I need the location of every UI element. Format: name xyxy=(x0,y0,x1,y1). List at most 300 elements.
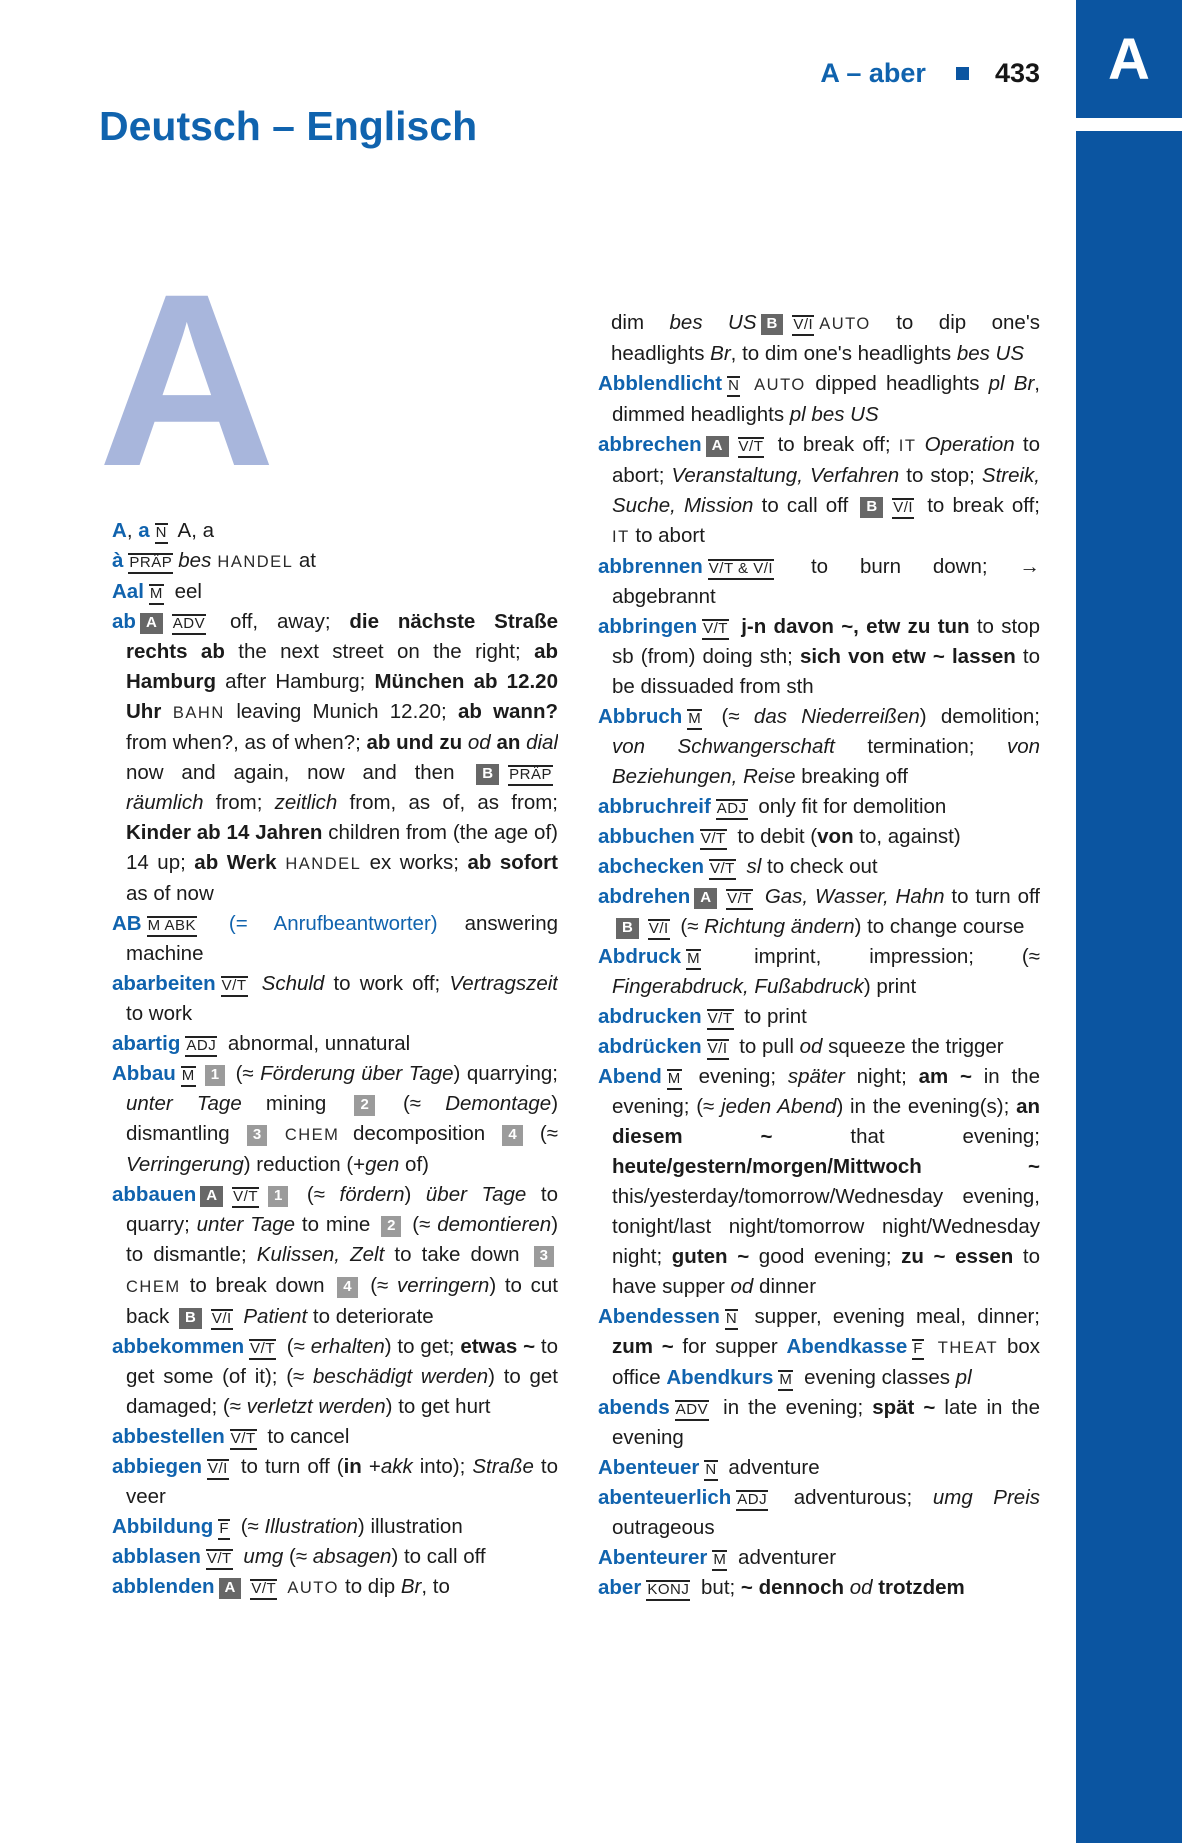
sense-number: 4 xyxy=(502,1125,522,1146)
italic-run: jeden Abend xyxy=(721,1095,837,1118)
page-number: 433 xyxy=(994,58,1040,88)
italic-run: Demontage xyxy=(445,1092,552,1115)
headword: abbrennen xyxy=(598,555,703,578)
italic-run: bes xyxy=(178,549,212,572)
italic-run: absagen xyxy=(312,1545,392,1568)
text-run: from; xyxy=(203,791,275,814)
text-run: abnormal, unnatural xyxy=(222,1032,411,1055)
italic-run: od xyxy=(849,1576,873,1599)
italic-run: od xyxy=(799,1035,823,1058)
thumb-tab-letter: A xyxy=(1108,26,1150,92)
italic-run: pl bes US xyxy=(789,403,879,426)
entry xyxy=(598,1483,1040,1543)
bold-run: in xyxy=(343,1455,362,1478)
text-run: outrageous xyxy=(612,1516,715,1539)
sense-letter: A xyxy=(694,888,717,909)
text-run: to turn off ( xyxy=(233,1455,344,1478)
entry xyxy=(598,430,1040,552)
text-run: adventure xyxy=(722,1456,820,1479)
text-run: ) demolition; xyxy=(919,705,1040,728)
sense-number: 3 xyxy=(247,1125,267,1146)
grammar-label: KONJ xyxy=(646,1580,690,1601)
text-run: that evening; xyxy=(772,1125,1040,1148)
headword: abbrechen xyxy=(598,433,702,456)
bold-run: ab Werk xyxy=(194,851,277,874)
text-run: to stop; xyxy=(899,464,982,487)
entry xyxy=(598,1393,1040,1453)
thumb-index-tab xyxy=(1076,0,1182,118)
entry xyxy=(598,1002,1040,1032)
grammar-label: N xyxy=(704,1460,717,1481)
italic-run: umg xyxy=(237,1545,284,1568)
grammar-label: V/I xyxy=(648,919,670,940)
headword: Abendkasse xyxy=(786,1335,908,1358)
bold-run: sich von etw ~ lassen xyxy=(799,645,1016,668)
entry xyxy=(598,1453,1040,1483)
italic-run: Richtung ändern xyxy=(704,915,855,938)
entry xyxy=(598,1573,1040,1603)
grammar-label: M xyxy=(686,949,701,970)
italic-run: Veranstaltung, Verfahren xyxy=(671,464,900,487)
italic-run: pl xyxy=(955,1366,972,1389)
text-run: to deteriorate xyxy=(307,1305,434,1328)
entry xyxy=(112,546,558,577)
italic-run: demontieren xyxy=(437,1213,552,1236)
field-label: CHEM xyxy=(271,1126,353,1144)
bold-run: spät ~ xyxy=(872,1396,936,1419)
italic-run: Gas, Wasser, Hahn xyxy=(757,885,945,908)
headword: abbestellen xyxy=(112,1425,225,1448)
text-run: to have supper xyxy=(612,1245,1040,1298)
headword: Abbau xyxy=(112,1062,176,1085)
grammar-label: V/T xyxy=(707,1009,734,1030)
text-run: in the evening; (≈ xyxy=(612,1065,1040,1118)
text-run: squeeze the trigger xyxy=(822,1035,1004,1058)
headword: Abbildung xyxy=(112,1515,214,1538)
grammar-label: V/T xyxy=(250,1579,277,1600)
text-run: ) dismantling xyxy=(126,1092,558,1145)
text-run: breaking off xyxy=(795,765,908,788)
text-run: (≈ xyxy=(378,1092,446,1115)
square-bullet-icon xyxy=(956,67,969,80)
text-run: the next street on the right; xyxy=(224,640,535,663)
text-run: to work off; xyxy=(324,972,450,995)
text-run: termination; xyxy=(834,735,1007,758)
italic-run: beschädigt werden xyxy=(313,1365,489,1388)
headword: Abendkurs xyxy=(666,1366,774,1389)
grammar-label: M xyxy=(778,1370,793,1391)
text-run: to veer xyxy=(126,1455,558,1508)
headword: Abblendlicht xyxy=(598,372,723,395)
grammar-label: V/T xyxy=(249,1339,276,1360)
text-run: to check out xyxy=(761,855,878,878)
bold-run: guten ~ xyxy=(671,1245,750,1268)
bold-run: zu ~ essen xyxy=(901,1245,1014,1268)
grammar-label: V/I xyxy=(211,1309,233,1330)
bold-run: j-n davon ~, etw zu tun xyxy=(733,615,970,638)
entry xyxy=(112,1029,558,1059)
sense-number: 3 xyxy=(534,1246,554,1267)
text-run: to mine xyxy=(295,1213,378,1236)
italic-run: dial xyxy=(526,731,558,754)
grammar-label: M xyxy=(687,709,702,730)
text-run: to print xyxy=(738,1005,807,1028)
text-run: to stop sb (from) doing sth; xyxy=(612,615,1040,668)
headword: abchecken xyxy=(598,855,704,878)
grammar-label: F xyxy=(912,1339,924,1360)
headword: Aal xyxy=(112,580,144,603)
text-run: into); xyxy=(412,1455,473,1478)
sense-letter: A xyxy=(200,1186,223,1207)
grammar-label: ADJ xyxy=(736,1490,768,1511)
bold-run: Kinder ab 14 Jahren xyxy=(126,821,323,844)
entry xyxy=(598,852,1040,882)
field-label: HANDEL xyxy=(211,553,299,571)
italic-run: Kulissen, Zelt xyxy=(256,1243,385,1266)
text-run: to work xyxy=(126,1002,193,1025)
grammar-label: F xyxy=(218,1519,230,1540)
italic-run: unter Tage xyxy=(196,1213,296,1236)
headword: A xyxy=(112,519,127,542)
italic-run: bes US xyxy=(669,311,757,334)
text-run: ex works; xyxy=(369,851,468,874)
italic-run: Fingerabdruck, Fußabdruck xyxy=(612,975,864,998)
left-column xyxy=(112,516,558,1716)
italic-run: das Niederreißen xyxy=(753,705,920,728)
bold-run: zum ~ xyxy=(612,1335,674,1358)
headword: abdrehen xyxy=(598,885,691,908)
text-run: ) to dismantle; xyxy=(126,1213,558,1266)
field-label: IT xyxy=(898,437,917,455)
text-run: to be dissuaded from sth xyxy=(612,645,1040,698)
grammar-label: V/T xyxy=(700,829,727,850)
entry xyxy=(598,822,1040,852)
entry xyxy=(598,1302,1040,1393)
grammar-label: ADV xyxy=(172,614,206,635)
italic-run: von Beziehungen, Reise xyxy=(612,735,1040,788)
text-run: (≈ xyxy=(707,705,754,728)
bold-run: ab und zu xyxy=(366,731,463,754)
entry xyxy=(112,577,558,607)
entry xyxy=(598,1032,1040,1062)
italic-run: unter Tage xyxy=(126,1092,242,1115)
text-run: , xyxy=(126,519,139,542)
grammar-label: N xyxy=(155,523,168,544)
text-run: imprint, impression; (≈ xyxy=(706,945,1040,968)
text-run: evening; xyxy=(686,1065,788,1088)
sense-number: 2 xyxy=(354,1095,374,1116)
text-run: (≈ xyxy=(526,1122,558,1145)
guide-words: A – aber xyxy=(820,58,926,88)
grammar-label: V/I xyxy=(207,1459,229,1480)
text-run: (≈ xyxy=(292,1183,340,1206)
field-label: BAHN xyxy=(161,704,237,722)
abbreviation-expansion: (= Anrufbeantworter) xyxy=(228,912,438,935)
headword: abblasen xyxy=(112,1545,201,1568)
text-run: ) quarrying; xyxy=(453,1062,558,1085)
entry xyxy=(112,1059,558,1180)
text-run xyxy=(202,912,229,935)
entry xyxy=(598,369,1040,430)
entry xyxy=(598,792,1040,822)
text-run: evening classes xyxy=(798,1366,956,1389)
text-run: ) print xyxy=(863,975,917,998)
entry xyxy=(112,1422,558,1452)
text-run: but; xyxy=(695,1576,741,1599)
text-run: from, as of, as from; xyxy=(337,791,558,814)
headword: abartig xyxy=(112,1032,181,1055)
field-label: CHEM xyxy=(126,1278,190,1296)
headword: Abdruck xyxy=(598,945,682,968)
italic-run: Patient xyxy=(237,1305,308,1328)
bold-run: die nächste Straße rechts ab xyxy=(126,610,558,663)
text-run: ) xyxy=(404,1183,426,1206)
sense-number: 2 xyxy=(381,1216,401,1237)
grammar-label: V/T xyxy=(726,889,753,910)
text-run: , to dim one's headlights xyxy=(730,342,957,365)
text-run: in the evening; xyxy=(714,1396,873,1419)
entry xyxy=(112,516,558,546)
headword: Abenteurer xyxy=(598,1546,708,1569)
text-run: dinner xyxy=(753,1275,817,1298)
text-run: to turn off xyxy=(944,885,1040,908)
text-run: as of now xyxy=(126,882,214,905)
entry xyxy=(112,607,558,909)
text-run: adventurous; xyxy=(773,1486,933,1509)
italic-run: verletzt werden xyxy=(246,1395,386,1418)
text-run: late in the evening xyxy=(612,1396,1040,1449)
bold-run: trotzdem xyxy=(878,1576,965,1599)
entry xyxy=(112,1180,558,1332)
bold-run: an xyxy=(496,731,521,754)
italic-run: räumlich xyxy=(126,791,204,814)
headword: Abendessen xyxy=(598,1305,720,1328)
grammar-label: V/T xyxy=(206,1549,233,1570)
grammar-label: ADV xyxy=(675,1400,709,1421)
text-run: for supper xyxy=(673,1335,787,1358)
text-run: , to xyxy=(421,1575,450,1598)
bold-run: München ab 12.20 Uhr xyxy=(126,670,558,723)
sense-number: 1 xyxy=(268,1186,288,1207)
italic-run: od xyxy=(730,1275,754,1298)
thumb-index-strip xyxy=(1076,131,1182,1843)
entry xyxy=(598,1543,1040,1573)
watermark-letter: A xyxy=(98,243,276,518)
grammar-label: PRÄP xyxy=(128,553,173,574)
text-run: only fit for demolition xyxy=(752,795,947,818)
grammar-label: V/T xyxy=(738,437,765,458)
grammar-label: V/T xyxy=(702,619,729,640)
entry xyxy=(112,909,558,969)
text-run: to abort; xyxy=(612,433,1040,487)
text-run: good evening; xyxy=(749,1245,902,1268)
headword: Abbruch xyxy=(598,705,683,728)
text-run: ) in the evening(s); xyxy=(836,1095,1017,1118)
italic-run: Br xyxy=(400,1575,422,1598)
entry xyxy=(112,1542,558,1572)
text-run: + xyxy=(361,1455,381,1478)
italic-run: über Tage xyxy=(425,1183,527,1206)
text-run: decomposition xyxy=(352,1122,499,1145)
grammar-label: ADJ xyxy=(185,1036,217,1057)
text-run: to dip xyxy=(345,1575,401,1598)
text-run: this/yesterday/tomorrow/Wednesday evening, tonight/last night/tomorrow night/Wednesday night; xyxy=(612,1185,1040,1268)
grammar-label: M xyxy=(149,584,164,605)
bold-run: ~ dennoch xyxy=(740,1576,845,1599)
entry xyxy=(112,1452,558,1512)
sense-letter: A xyxy=(140,613,163,634)
headword: abbekommen xyxy=(112,1335,245,1358)
sense-letter: B xyxy=(476,764,499,785)
italic-run: erhalten xyxy=(310,1335,385,1358)
grammar-label: V/T xyxy=(221,976,248,997)
italic-run: Schuld xyxy=(252,972,325,995)
text-run: dipped headlights xyxy=(815,372,989,395)
grammar-label: N xyxy=(725,1309,738,1330)
headword: ab xyxy=(112,610,136,633)
headword: abenteuerlich xyxy=(598,1486,732,1509)
text-run: to break off; xyxy=(919,494,1040,517)
field-label: IT xyxy=(612,528,630,546)
text-run: (≈ xyxy=(283,1545,313,1568)
text-run: from when?, as of when?; xyxy=(126,731,367,754)
field-label: AUTO xyxy=(819,315,871,333)
text-run: ) to call off xyxy=(391,1545,486,1568)
italic-run: Straße xyxy=(472,1455,534,1478)
text-run: after Hamburg; xyxy=(215,670,375,693)
sense-letter: A xyxy=(219,1578,242,1599)
right-column xyxy=(598,308,1040,1724)
text-run: to abort xyxy=(629,524,705,547)
text-run: at xyxy=(298,549,316,572)
bold-run: von xyxy=(817,825,854,848)
text-run: of) xyxy=(399,1153,429,1176)
field-label: THEAT xyxy=(928,1339,1007,1357)
text-run: ) reduction (+ xyxy=(243,1153,366,1176)
text-run: to debit ( xyxy=(731,825,818,848)
text-run: ) to get damaged; (≈ xyxy=(126,1365,558,1418)
text-run: children from (the age of) 14 up; xyxy=(126,821,558,874)
grammar-label: V/I xyxy=(892,498,914,519)
grammar-label: M xyxy=(667,1069,682,1090)
text-run: mining xyxy=(241,1092,351,1115)
entry xyxy=(112,1572,558,1603)
headword: abdrucken xyxy=(598,1005,702,1028)
headword: abdrücken xyxy=(598,1035,702,1058)
italic-run: von Schwangerschaft xyxy=(612,735,835,758)
text-run: (≈ xyxy=(405,1213,438,1236)
headword: abbuchen xyxy=(598,825,695,848)
text-run: night; xyxy=(844,1065,919,1088)
entry xyxy=(112,1512,558,1542)
text-run: adventurer xyxy=(732,1546,837,1569)
sense-number: 1 xyxy=(205,1065,225,1086)
text-run: ) to cut back xyxy=(126,1274,558,1328)
italic-run: später xyxy=(787,1065,845,1088)
bold-run: ab sofort xyxy=(467,851,558,874)
grammar-label: V/I xyxy=(792,315,814,336)
text-run: to burn down; → abgebrannt xyxy=(612,555,1040,608)
text-run: dim xyxy=(611,311,670,334)
headword: abbruchreif xyxy=(598,795,711,818)
text-run: to dip one's headlights xyxy=(611,311,1040,365)
text-run: (≈ xyxy=(361,1274,398,1297)
italic-run: akk xyxy=(380,1455,413,1478)
text-run: (≈ xyxy=(281,1335,311,1358)
text-run: to take down xyxy=(384,1243,530,1266)
italic-run: Illustration xyxy=(264,1515,358,1538)
bold-run: etwas ~ xyxy=(460,1335,536,1358)
page-title: Deutsch – Englisch xyxy=(99,103,478,149)
text-run: (≈ xyxy=(674,915,705,938)
grammar-label: V/T xyxy=(709,859,736,880)
entry xyxy=(598,702,1040,792)
italic-run: pl Br xyxy=(988,372,1035,395)
entry xyxy=(598,942,1040,1002)
headword: AB xyxy=(112,912,142,935)
grammar-label: V/I xyxy=(707,1039,729,1060)
text-run: to quarry; xyxy=(126,1183,558,1236)
headword: abends xyxy=(598,1396,670,1419)
grammar-label: ADJ xyxy=(716,799,748,820)
entry xyxy=(598,1062,1040,1302)
entry xyxy=(598,612,1040,702)
text-run: ) to get hurt xyxy=(385,1395,491,1418)
field-label: HANDEL xyxy=(276,855,370,873)
headword: abbauen xyxy=(112,1183,197,1206)
page-header xyxy=(0,56,1040,90)
italic-run: Vertragszeit xyxy=(449,972,558,995)
headword: Abenteuer xyxy=(598,1456,700,1479)
entry xyxy=(112,1332,558,1422)
text-run: ) to change course xyxy=(854,915,1025,938)
text-run: eel xyxy=(168,580,202,603)
sense-letter: A xyxy=(706,436,729,457)
headword: abbringen xyxy=(598,615,698,638)
field-label: AUTO xyxy=(745,376,816,394)
italic-run: Verringerung xyxy=(126,1153,244,1176)
italic-run: verringern xyxy=(397,1274,490,1297)
entry xyxy=(598,552,1040,612)
grammar-label: PRÄP xyxy=(508,765,553,786)
bold-run: an diesem ~ xyxy=(612,1095,1040,1148)
italic-run: Förderung über Tage xyxy=(260,1062,454,1085)
text-run: supper, evening meal, dinner; xyxy=(743,1305,1040,1328)
italic-run: Streik, Suche, Mission xyxy=(612,464,1040,517)
text-run: to cancel xyxy=(261,1425,350,1448)
sense-letter: B xyxy=(860,497,883,518)
text-run: (≈ xyxy=(229,1062,261,1085)
headword: abbiegen xyxy=(112,1455,202,1478)
grammar-label: V/T xyxy=(232,1187,259,1208)
text-run: to break off; xyxy=(769,433,899,456)
text-run: (≈ xyxy=(235,1515,265,1538)
italic-run: bes US xyxy=(956,342,1025,365)
text-run: to break down xyxy=(189,1274,334,1297)
grammar-label: M xyxy=(712,1550,727,1571)
italic-run: zeitlich xyxy=(274,791,338,814)
text-run: answering machine xyxy=(126,912,558,965)
text-run: now and again, now and then xyxy=(126,761,473,784)
text-run: , dimmed headlights xyxy=(612,372,1040,426)
italic-run: gen xyxy=(365,1153,400,1176)
grammar-label: V/T xyxy=(230,1429,257,1450)
italic-run: sl xyxy=(740,855,762,878)
headword: Abend xyxy=(598,1065,662,1088)
text-run: off, away; xyxy=(211,610,350,633)
entry-continuation xyxy=(598,308,1040,369)
headword: aber xyxy=(598,1576,642,1599)
